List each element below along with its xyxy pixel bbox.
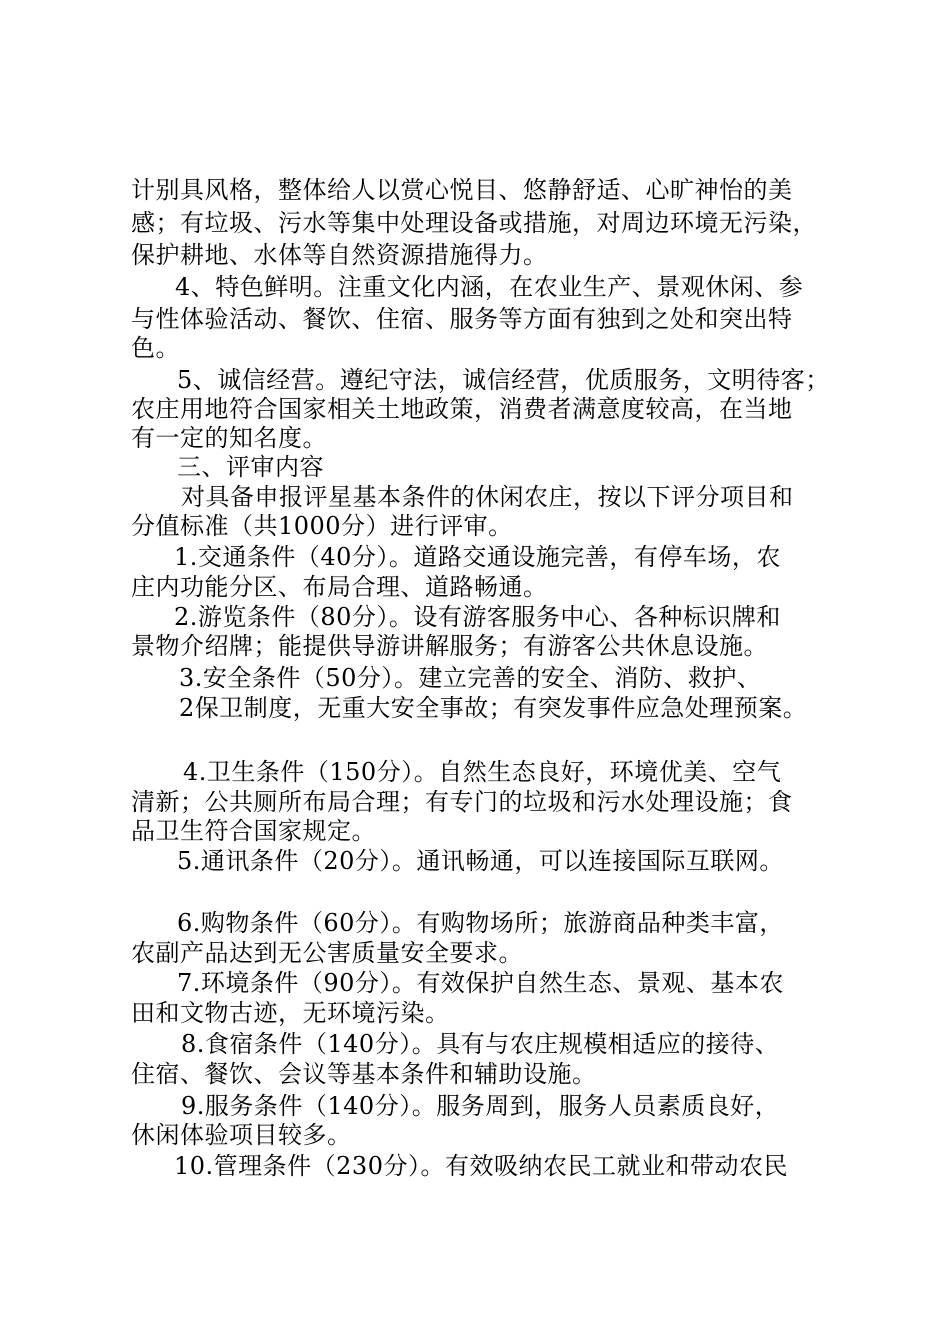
text-line: 田和文物古迹，无环境污染。 [131, 999, 450, 1027]
text-line: 4、特色鲜明。注重文化内涵，在农业生产、景观休闲、参 [175, 273, 804, 301]
text-line: 4.卫生条件（150分）。自然生态良好，环境优美、空气 [183, 758, 782, 786]
text-line: 庄内功能分区、布局合理、道路畅通。 [131, 573, 548, 601]
text-line: 住宿、餐饮、会议等基本条件和辅助设施。 [131, 1060, 597, 1088]
text-line: 分值标准（共1000分）进行评审。 [131, 512, 513, 540]
text-line: 休闲体验项目较多。 [131, 1121, 352, 1149]
text-line: 景物介绍牌；能提供导游讲解服务；有游客公共休息设施。 [131, 632, 768, 660]
text-line: 6.购物条件（60分）。有购物场所；旅游商品种类丰富， [177, 909, 784, 937]
text-line: 计别具风格，整体给人以赏心悦目、悠静舒适、心旷神怡的美 [131, 176, 793, 204]
text-line: 2.游览条件（80分）。设有游客服务中心、各种标识牌和 [174, 603, 781, 631]
text-line: 农副产品达到无公害质量安全要求。 [131, 939, 523, 967]
text-line: 5.通讯条件（20分）。通讯畅通，可以连接国际互联网。 [177, 847, 784, 875]
text-line: 对具备申报评星基本条件的休闲农庄，按以下评分项目和 [181, 483, 794, 511]
text-line: 10.管理条件（230分）。有效吸纳农民工就业和带动农民 [174, 1152, 788, 1180]
text-line: 感；有垃圾、污水等集中处理设备或措施，对周边环境无污染， [131, 209, 817, 237]
text-line: 色。 [131, 334, 180, 362]
text-line: 5、诚信经营。遵纪守法，诚信经营，优质服务，文明待客； [177, 366, 830, 394]
text-line: 2保卫制度，无重大安全事故；有突发事件应急处理预案。 [179, 694, 808, 722]
text-line: 与性体验活动、餐饮、住宿、服务等方面有独到之处和突出特 [131, 305, 793, 333]
text-line: 农庄用地符合国家相关土地政策，消费者满意度较高，在当地 [131, 395, 793, 423]
text-line: 9.服务条件（140分）。服务周到，服务人员素质良好， [181, 1092, 780, 1120]
text-line: 保护耕地、水体等自然资源措施得力。 [131, 241, 548, 269]
text-line: 7.环境条件（90分）。有效保护自然生态、景观、基本农 [177, 969, 784, 997]
text-line: 有一定的知名度。 [131, 424, 327, 452]
section-heading: 三、评审内容 [177, 453, 324, 481]
text-line: 品卫生符合国家规定。 [131, 817, 376, 845]
text-line: 清新；公共厕所布局合理；有专门的垃圾和污水处理设施；食 [131, 788, 793, 816]
text-line: 3.安全条件（50分）。建立完善的安全、消防、救护、 [179, 664, 762, 692]
text-line: 8.食宿条件（140分）。具有与农庄规模相适应的接待、 [181, 1030, 780, 1058]
text-line: 1.交通条件（40分）。道路交通设施完善，有停车场，农 [174, 543, 781, 571]
